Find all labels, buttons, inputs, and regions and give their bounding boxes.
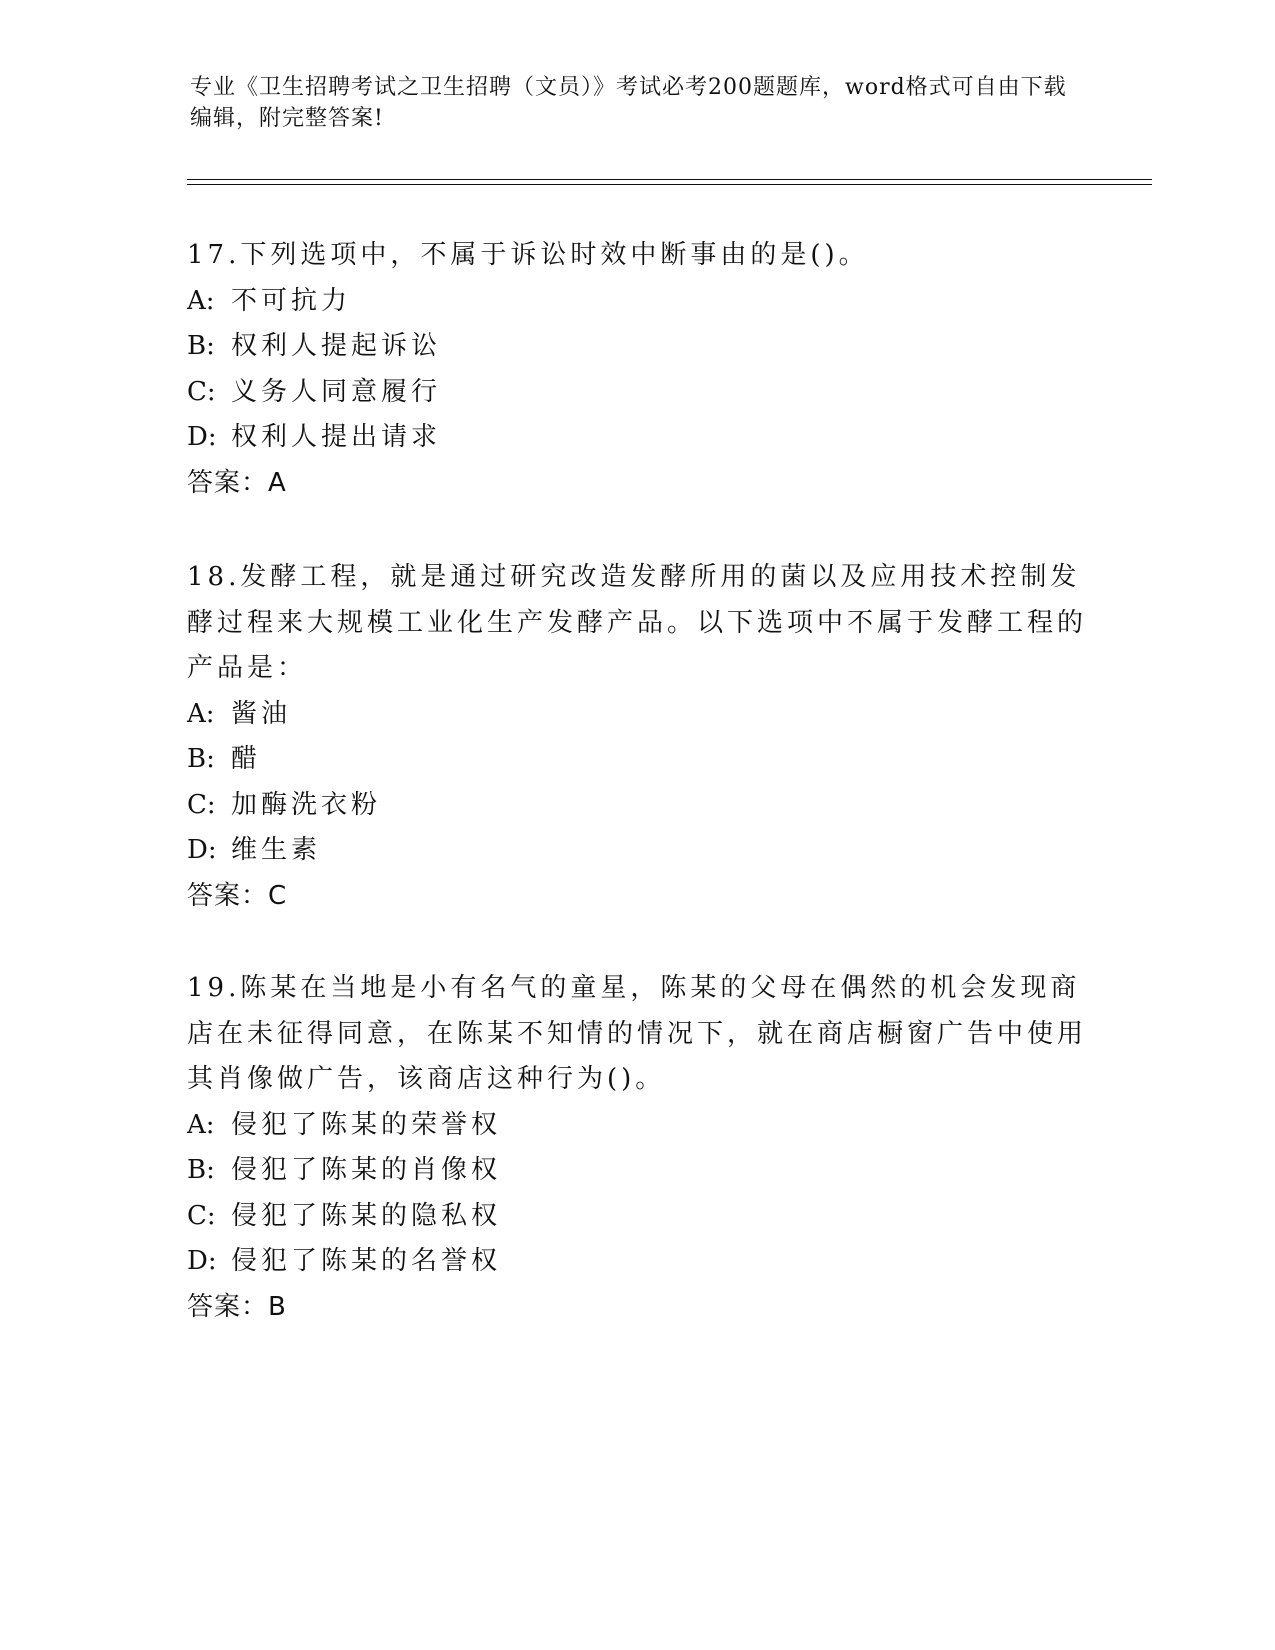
option-b [187,324,1087,370]
option-b [187,737,1087,783]
option-text: 权利人提出请求 [231,422,442,452]
option-text: 维生素 [231,835,322,865]
option-letter: A: [187,698,215,729]
option-a [187,692,1087,738]
answer-line: 答案：A [187,467,287,498]
option-d [187,828,1087,874]
option-text: 义务人同意履行 [231,376,442,407]
option-letter: A: [187,1109,215,1140]
option-letter: C: [187,789,216,820]
header-divider-bottom [187,184,1152,185]
option-text: 酱油 [231,698,292,729]
answer-line: 答案：C [187,880,288,911]
option-d [187,1239,1087,1285]
option-letter: D: [187,1246,217,1276]
question-19 [187,966,1087,1330]
option-letter: D: [187,835,217,865]
option-text: 侵犯了陈某的荣誉权 [231,1109,502,1140]
option-a [187,1103,1087,1149]
option-text: 侵犯了陈某的名誉权 [231,1246,502,1276]
question-stem: 17.下列选项中，不属于诉讼时效中断事由的是()。 [187,240,869,270]
option-a [187,279,1087,325]
question-stem: 18.发酵工程，就是通过研究改造发酵所用的菌以及应用技术控制发酵过程来大规模工业化生产发酵产品。以下选项中不属于发酵工程的产品是： [187,562,1088,683]
option-letter: B: [187,331,215,361]
option-text: 醋 [231,744,262,774]
option-letter: A: [187,285,215,316]
document-intro: 专业《卫生招聘考试之卫生招聘（文员）》考试必考200题题库，word格式可自由下载编辑，附完整答案! [190,75,1067,131]
question-18 [187,555,1087,919]
header-divider-top [187,179,1152,180]
option-text: 不可抗力 [231,285,352,316]
option-c [187,1194,1087,1240]
option-letter: D: [187,422,217,452]
question-stem: 19.陈某在当地是小有名气的童星，陈某的父母在偶然的机会发现商店在未征得同意，在陈某不知情的情况下，就在商店橱窗广告中使用其肖像做广告，该商店这种行为()。 [187,973,1088,1094]
option-text: 侵犯了陈某的隐私权 [231,1200,502,1231]
option-letter: B: [187,744,215,774]
option-text: 权利人提起诉讼 [231,331,442,361]
option-letter: B: [187,1155,215,1185]
option-letter: C: [187,1200,216,1231]
option-c [187,783,1087,829]
option-c [187,370,1087,416]
option-text: 侵犯了陈某的肖像权 [231,1155,502,1185]
option-letter: C: [187,376,216,407]
question-17 [187,233,1087,506]
option-text: 加酶洗衣粉 [231,789,382,820]
option-d [187,415,1087,461]
option-b [187,1148,1087,1194]
answer-line: 答案：B [187,1291,287,1322]
